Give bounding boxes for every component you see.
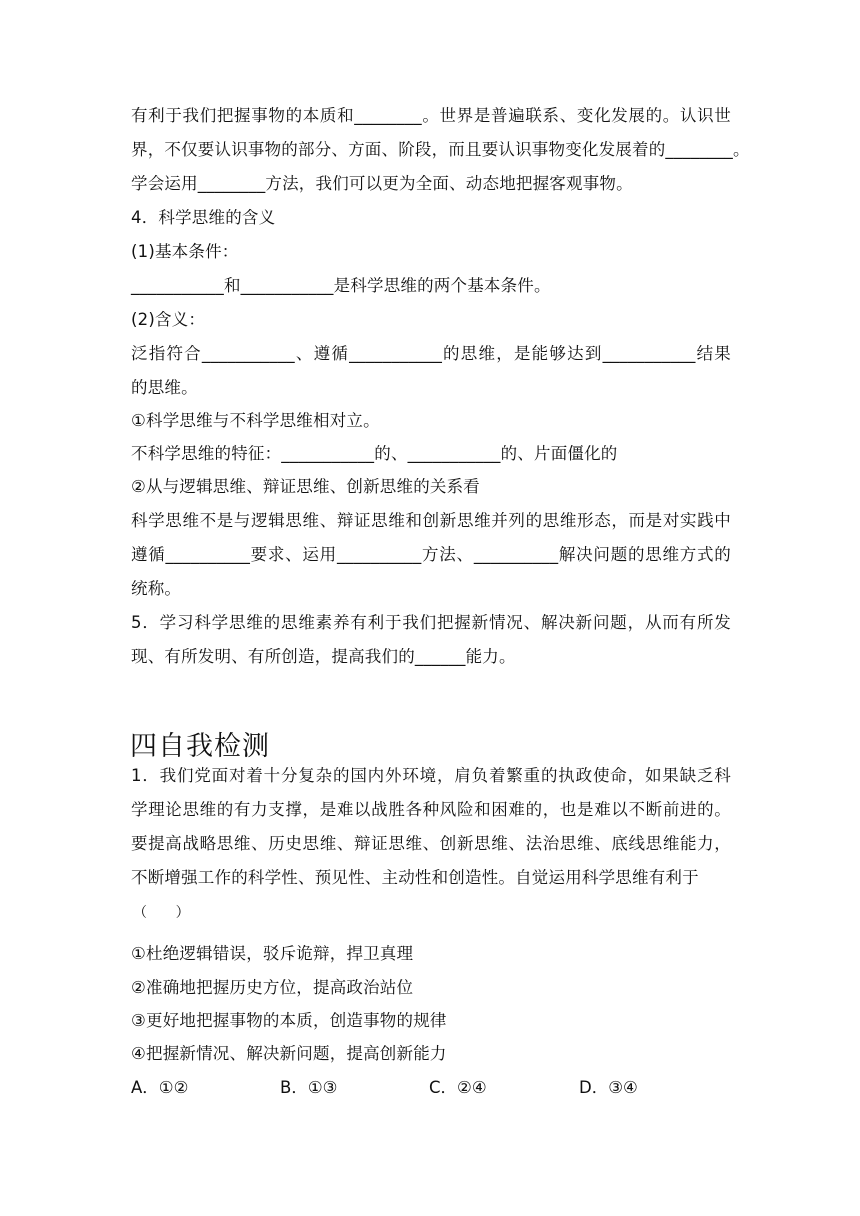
text-line: 不科学思维的特征：___________的、___________的、片面僵化的 xyxy=(131,444,618,463)
text-line: 有利于我们把握事物的本质和________。世界是普遍联系、变化发展的。认识世 xyxy=(131,106,731,125)
option-b: B．①③ xyxy=(280,1078,338,1097)
question-line: 1．我们党面对着十分复杂的国内外环境，肩负着繁重的执政使命，如果缺乏科 xyxy=(131,766,731,785)
item-heading: 4．科学思维的含义 xyxy=(131,208,276,227)
statement-item: ①杜绝逻辑错误，驳斥诡辩，捍卫真理 xyxy=(131,944,414,963)
option-c: C．②④ xyxy=(429,1078,487,1097)
text-line: 科学思维不是与逻辑思维、辩证思维和创新思维并列的思维形态，而是对实践中 xyxy=(131,511,731,530)
text-line: 5．学习科学思维的思维素养有利于我们把握新情况、解决新问题，从而有所发 xyxy=(131,613,731,632)
text-line: ①科学思维与不科学思维相对立。 xyxy=(131,411,380,430)
option-a: A．①② xyxy=(131,1078,189,1097)
option-d: D．③④ xyxy=(579,1078,638,1097)
question-line: 要提高战略思维、历史思维、辩证思维、创新思维、法治思维、底线思维能力， xyxy=(131,834,731,853)
text-line: 泛指符合___________、遵循___________的思维，是能够达到___________结果 xyxy=(131,344,731,363)
text-line: 统称。 xyxy=(131,579,182,598)
text-line: 遵循__________要求、运用__________方法、__________解决问题的思维方式的 xyxy=(131,545,731,564)
question-line: 学理论思维的有力支撑，是难以战胜各种风险和困难的，也是难以不断前进的。 xyxy=(131,800,731,819)
question-line: 不断增强工作的科学性、预见性、主动性和创造性。自觉运用科学思维有利于 xyxy=(131,868,699,887)
statement-item: ④把握新情况、解决新问题，提高创新能力 xyxy=(131,1044,447,1063)
text-line: 的思维。 xyxy=(131,378,198,397)
section-heading: 四自我检测 xyxy=(130,731,270,762)
text-line: ___________和___________是科学思维的两个基本条件。 xyxy=(131,276,551,295)
text-line: 现、有所发明、有所创造，提高我们的______能力。 xyxy=(131,647,516,666)
sub-heading: (1)基本条件： xyxy=(131,242,239,261)
answer-blank: （ ） xyxy=(133,905,190,921)
text-line: 界，不仅要认识事物的部分、方面、阶段，而且要认识事物变化发展着的________。 xyxy=(131,140,750,159)
text-line: 学会运用________方法，我们可以更为全面、动态地把握客观事物。 xyxy=(131,174,633,193)
text-line: ②从与逻辑思维、辩证思维、创新思维的关系看 xyxy=(131,477,480,496)
statement-item: ③更好地把握事物的本质，创造事物的规律 xyxy=(131,1011,447,1030)
statement-item: ②准确地把握历史方位，提高政治站位 xyxy=(131,978,414,997)
sub-heading: (2)含义： xyxy=(131,310,206,329)
